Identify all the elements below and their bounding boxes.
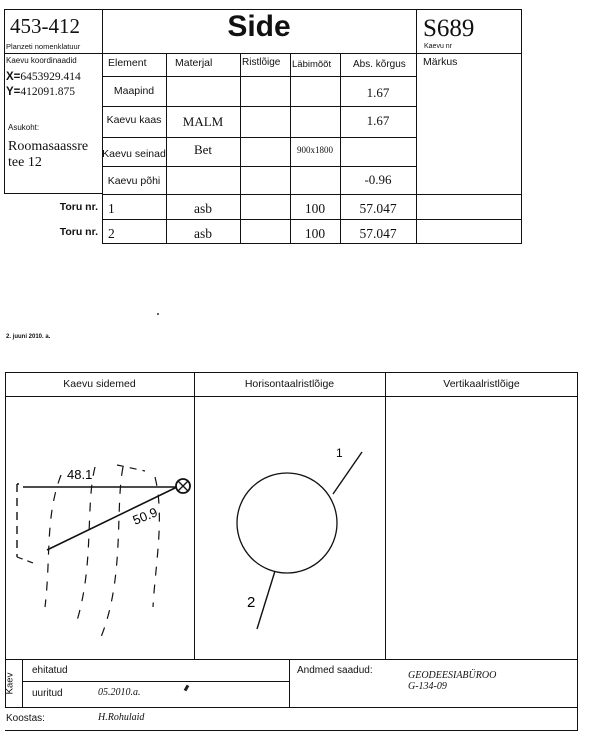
row-element: Maapind xyxy=(113,85,155,97)
source-label: Andmed saadud: xyxy=(297,665,373,676)
well-number-label: Kaevu nr xyxy=(424,43,453,50)
pipe2-line xyxy=(257,571,275,629)
dim-top-label: 48.1 xyxy=(67,467,93,482)
scan-dot xyxy=(157,313,159,315)
well-number: S689 xyxy=(423,15,475,42)
built-label: ehitatud xyxy=(32,665,68,676)
compiled-by: H.Rohulaid xyxy=(98,712,145,723)
coordinate-x: X=6453929.414 xyxy=(6,71,81,83)
horizontal-section-sketch xyxy=(195,397,385,659)
ink-mark xyxy=(184,685,190,692)
row-korgus: 1.67 xyxy=(366,113,390,128)
compiled-label: Koostas: xyxy=(6,713,45,724)
pipe2-mark: 2 xyxy=(247,594,256,611)
source-org: GEODEESIABÜROO xyxy=(408,670,497,681)
col-labimoot: Läbimõõt xyxy=(292,59,332,70)
row-element: Kaevu seinad xyxy=(102,148,166,160)
location-line1: Roomasaassre xyxy=(8,139,89,154)
row-element: Kaevu kaas xyxy=(106,114,162,126)
location-line2: tee 12 xyxy=(8,155,42,170)
pipe-korgus: 57.047 xyxy=(359,201,397,216)
col-korgus: Abs. kõrgus xyxy=(353,59,406,70)
row-materjal: Bet xyxy=(193,142,213,157)
pipe-label: Toru nr. xyxy=(59,226,98,238)
row-korgus: 1.67 xyxy=(366,85,390,100)
pipe-labimoot: 100 xyxy=(304,226,326,241)
pipe-materjal: asb xyxy=(194,226,212,241)
row-materjal: MALM xyxy=(182,114,224,129)
surveyed-label: uuritud xyxy=(32,688,63,699)
coordinate-y: Y=412091.875 xyxy=(6,86,76,98)
row-korgus: -0.96 xyxy=(364,172,392,187)
col-materjal: Materjal xyxy=(175,57,213,69)
page-title: Side xyxy=(227,10,291,43)
col-element: Element xyxy=(108,57,147,69)
diagram-col-horizontal: Horisontaalristlõige xyxy=(244,378,335,390)
pipe1-mark: 1 xyxy=(336,446,343,460)
pipe-nr: 2 xyxy=(108,226,115,241)
nomenclature-code: 453-412 xyxy=(10,14,80,38)
well-circle xyxy=(237,473,337,573)
connections-sketch xyxy=(5,397,194,659)
location-label: Asukoht: xyxy=(8,123,40,132)
col-markus: Märkus xyxy=(423,56,458,68)
pipe-nr: 1 xyxy=(108,201,115,216)
date-note: 2. juuni 2010. a. xyxy=(6,334,51,340)
diagram-col-connections: Kaevu sidemed xyxy=(63,378,136,390)
surveyed-value: 05.2010.a. xyxy=(98,687,141,698)
source-code: G-134-09 xyxy=(408,681,447,692)
coordinates-label: Kaevu koordinaadid xyxy=(6,56,77,65)
row-element: Kaevu põhi xyxy=(107,175,161,187)
pipe-korgus: 57.047 xyxy=(359,226,397,241)
dim-diag-label: 50.9 xyxy=(130,504,160,528)
row-labimoot: 900x1800 xyxy=(297,145,333,155)
kaev-label: Kaev xyxy=(4,672,16,695)
nomenclature-label: Planzeti nomenklatuur xyxy=(6,42,81,51)
col-ristloige: Ristlõige xyxy=(242,57,281,68)
pipe-label: Toru nr. xyxy=(59,201,98,213)
pipe-labimoot: 100 xyxy=(304,201,326,216)
pipe-materjal: asb xyxy=(194,201,212,216)
diagram-col-vertical: Vertikaalristlõige xyxy=(443,378,520,390)
